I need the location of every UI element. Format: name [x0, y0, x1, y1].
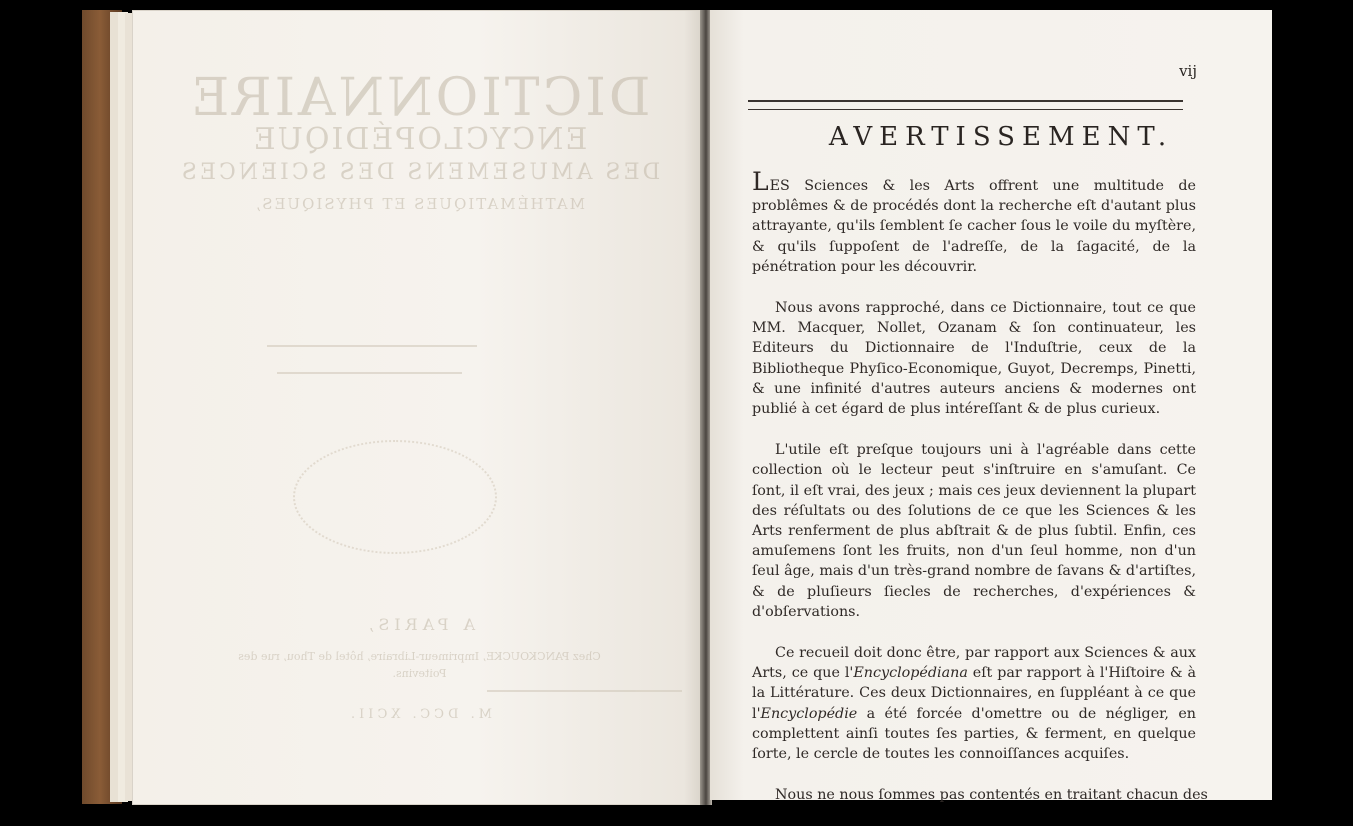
paragraph-1 — [752, 167, 1196, 277]
left-page — [132, 10, 707, 805]
ghost-line: Chez PANCKOUCKE, Imprimeur-Libraire, hôtel de Thou, rue des — [238, 650, 601, 663]
paragraph-2: Nous avons rapproché, dans ce Dictionnaire, tout ce que MM. Macquer, Nollet, Ozanam & ſon continuateur, les Editeurs du Dictionnaire de l'Induſtrie, ceux de la Bibliotheque Phyſico-Economique, Guyot, Decremps, Pinetti, & une infinité d'autres auteurs anciens & modernes ont publié à cet égard de plus intéreſſant & de plus curieux. — [752, 300, 1196, 418]
ghost-line: A PARIS, — [363, 615, 476, 634]
paragraph-1-text: ES Sciences & les Arts offrent une multitude de problêmes & de procédés dont la recherche eſt d'autant plus attrayante, qu'ils ſemblent ſe cacher ſous le voile du myſtère, & qu'ils ſuppoſent de l'adreſſe, de la ſagacité, de la pénétration pour les découvrir. — [752, 178, 1196, 275]
page-heading: AVERTISSEMENT. — [828, 122, 1174, 152]
ghost-line: Poitevins. — [392, 667, 447, 680]
italic-title: Encyclopédie — [760, 705, 858, 722]
header-double-rule — [748, 100, 1183, 110]
ghost-rule — [267, 345, 477, 347]
paragraph-4-text: a été forcée d'omettre ou de négliger, en complettent ainſi toutes ſes parties, & ferment, en quelque ſorte, le cercle de toutes les connoiſſances acquiſes. — [752, 705, 1196, 763]
ghost-line: M. DCC. XCII. — [346, 707, 493, 722]
drop-cap: L — [752, 167, 769, 196]
paragraph-5: Nous ne nous ſommes pas contentés en traitant chacun des — [775, 787, 1208, 804]
show-through-text — [132, 10, 707, 805]
ghost-subtitle: ENCYCLOPÉDIQUE — [251, 122, 588, 157]
ghost-line: DES AMUSEMENS DES SCIENCES — [178, 160, 661, 185]
paragraph-4-text: Ce recueil doit donc être, par rapport aux Sciences & aux Arts, ce que l' — [752, 645, 1196, 682]
page-number: vij — [1179, 62, 1197, 80]
ghost-vignette — [293, 440, 497, 554]
right-page — [710, 10, 1272, 804]
ghost-rule — [277, 372, 462, 374]
ghost-rule — [487, 690, 682, 692]
paragraph-3: L'utile eſt preſque toujours uni à l'agréable dans cette collection où le lecteur peut s'inſtruire en s'amuſant. Ce ſont, il eſt vrai, des jeux ; mais ces jeux deviennent la plupart des réſultats ou des ſolutions de ce que les Sciences & les Arts renferment de plus abſtrait & de plus ſubtil. Enfin, ces amuſemens ſont les fruits, non d'un ſeul homme, non d'un ſeul âge, mais d'un très-grand nombre de ſavans & d'artiſtes, & de pluſieurs ſiecles de recherches, d'expériences & d'obſervations. — [752, 442, 1196, 620]
ghost-title: DICTIONNAIRE — [188, 68, 651, 128]
body-text — [752, 167, 1208, 826]
ghost-line: MATHÉMATIQUES ET PHYSIQUES, — [253, 195, 586, 213]
paragraph-4 — [752, 643, 1196, 764]
italic-title: Encyclopédiana — [853, 665, 968, 682]
paragraph-4-text: eſt par rapport à l'Hiſtoire & à la Littérature. Ces deux Dictionnaires, en ſuppléant à ce que l' — [752, 665, 1196, 722]
